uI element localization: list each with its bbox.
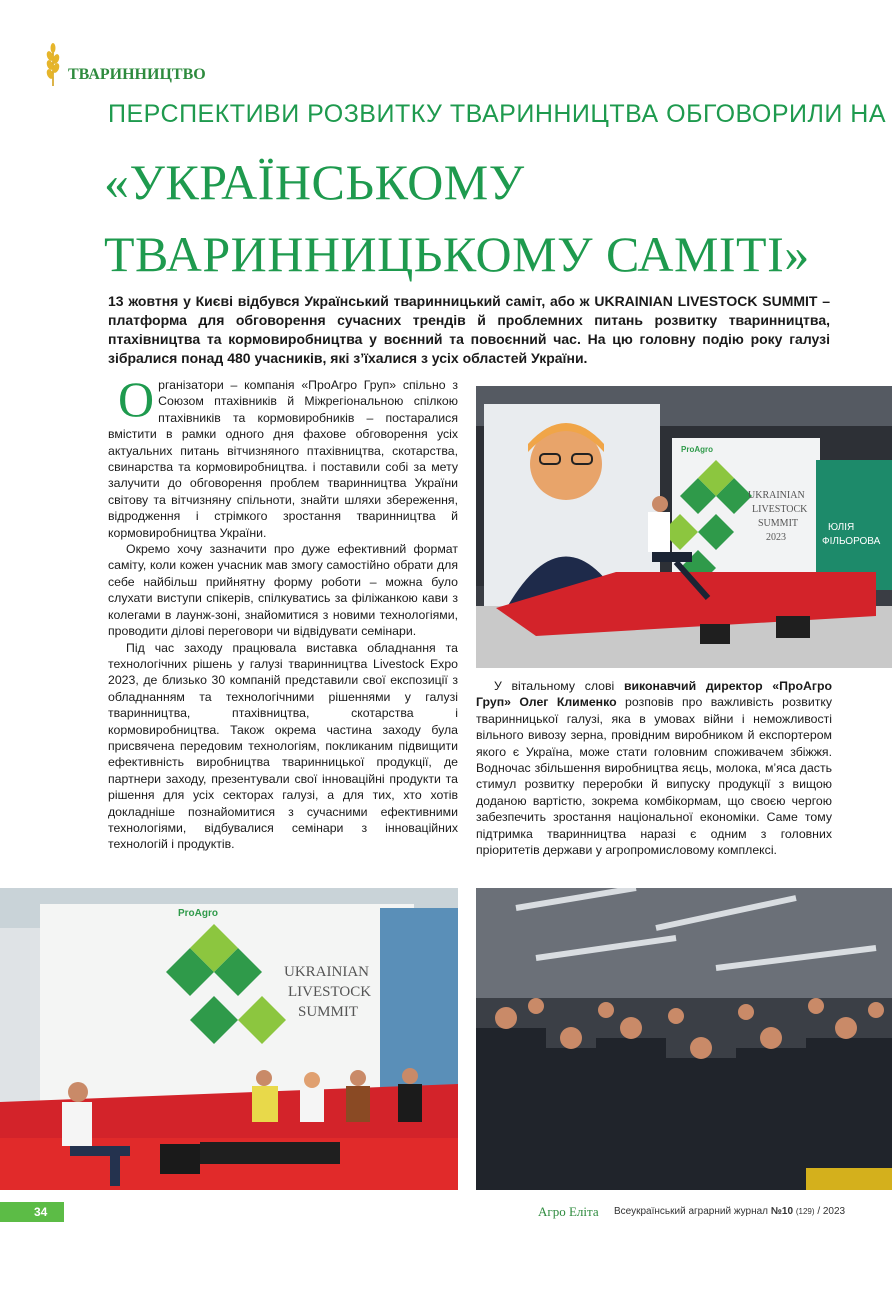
screen-text-3: SUMMIT: [758, 518, 799, 529]
screen-text-4: 2023: [766, 532, 786, 543]
article-lead: 13 жовтня у Києві відбувся Український тваринницький саміт, або ж UKRAINIAN LIVESTOCK SUMMIT – платформа для обговорення сучасних трендів й проблемних питань розвитку тваринництва, птахівництва та кормовиробництва у воєнний та повоєнний час. На цю головну подію року галузі зібралися понад 480 учасників, які з’їхалися з усіх областей України.: [108, 293, 830, 366]
brand-logo-stage: ProAgro: [681, 445, 713, 454]
wheat-icon: [44, 42, 62, 88]
paragraph-1: [108, 371, 458, 541]
speaker-name-2: ФІЛЬОРОВА: [822, 536, 881, 547]
photo-audience: [476, 888, 892, 1190]
issue-year: / 2023: [817, 1206, 846, 1217]
section-tag: [44, 42, 206, 88]
journal-info: [614, 1206, 845, 1217]
page-number: 34: [0, 1202, 64, 1222]
paragraph-4-bold: виконавчий директор «ПроАгро Груп» Олег Клименко: [476, 679, 832, 710]
paragraph-2: Окремо хочу зазначити про дуже ефективний формат саміту, коли кожен учасник мав змогу самостійно обрати для себе найбільш прийнятну форму роботи – можна було слухати виступи спікерів, спілкуватись за філіжанкою кави з колегами в лаунж-зоні, знайомитися з новими технологіями, проводити ділові переговори чи відвідувати семінари.: [108, 542, 458, 639]
article-subtitle: ПЕРСПЕКТИВИ РОЗВИТКУ ТВАРИННИЦТВА ОБГОВОРИЛИ НА: [108, 100, 887, 128]
photo-panel-discussion: [0, 888, 458, 1190]
journal-title: Всеукраїнський аграрний журнал: [614, 1206, 768, 1217]
panel-text-2: LIVESTOCK: [288, 984, 372, 1000]
left-column: [108, 371, 458, 853]
issue-label: №10: [770, 1206, 794, 1217]
panel-text-1: UKRAINIAN: [284, 964, 369, 980]
headline-line-2: ТВАРИННИЦЬКОМУ САМІТІ»: [104, 226, 810, 282]
journal-brand: Агро Еліта: [538, 1204, 599, 1219]
right-column: [476, 678, 832, 858]
panel-text-3: SUMMIT: [298, 1004, 359, 1020]
paragraph-4: [476, 678, 832, 858]
screen-text-1: UKRAINIAN: [748, 490, 805, 501]
headline-line-1: «УКРАЇНСЬКОМУ: [104, 154, 525, 210]
paragraph-3: Під час заходу працювала виставка обладнання та технологічних рішень у галузі тваринництва Livestock Expo 2023, де близько 30 компаній представили свої експозиції з обладнанням та технологічними рішеннями у галузі тваринництва, птахівництва, скотарства і кормовиробництва. Також окрема частина заходу була присвячена передовим технологіям, покликаним підвищити ефективність виробництва тваринницької продукції, де партнери заходу, презентували свої інноваційні продукти та рішення для усіх секторах галузі, а для тих, хто хотів докладніше познайомитися з сучасними ефективними технологіями, відбувалися семінари з інноваційних технологій і продуктів.: [108, 640, 458, 852]
speaker-name-1: ЮЛІЯ: [828, 522, 855, 533]
photo-stage-speaker: [476, 386, 892, 668]
brand-logo-panel: ProAgro: [178, 908, 218, 919]
drop-cap: О: [118, 371, 155, 427]
paragraph-4-post: розповів про важливість розвитку тваринницької галузі, яка в умовах війни і неможливості вільного вивозу зерна, провідним виробником й експортером якого є Україна, може стати головним споживачем збіжжя. Водночас збільшення виробництва яєць, молока, м’яса дасть стимул розвитку переробки й випуску продукції з вищою доданою вартістю, зокрема комбікормам, що своєю чергою забезпечить зростання національної економіки. Саме тому підтримка тваринництва наразі є одним з головних пріоритетів держави у агропромисловому комплексі.: [476, 695, 832, 858]
section-label: ТВАРИННИЦТВО: [68, 66, 206, 83]
issue-number: (129): [795, 1207, 815, 1216]
article-headline: [104, 146, 810, 290]
paragraph-4-pre: У вітальному слові: [494, 679, 624, 693]
screen-text-2: LIVESTOCK: [752, 504, 808, 515]
paragraph-1-text: рганізатори – компанія «ПроАгро Груп» спільно з Союзом птахівників й Міжрегіональною спілкою птахівників та кормовиробників – постаралися вмістити в рамки одного дня фахове обговорення усіх актуальних питань вітчизняного птахівництва, скотарства, свинарства та кормовиробництва. і поставили собі за мету залучити до обговорення проблем тваринництва України світову та вітчизняну спільноти, знайти шляхи збереження, відродження і стрімкого зростання тваринництва й кормовиробництва України.: [108, 378, 458, 540]
